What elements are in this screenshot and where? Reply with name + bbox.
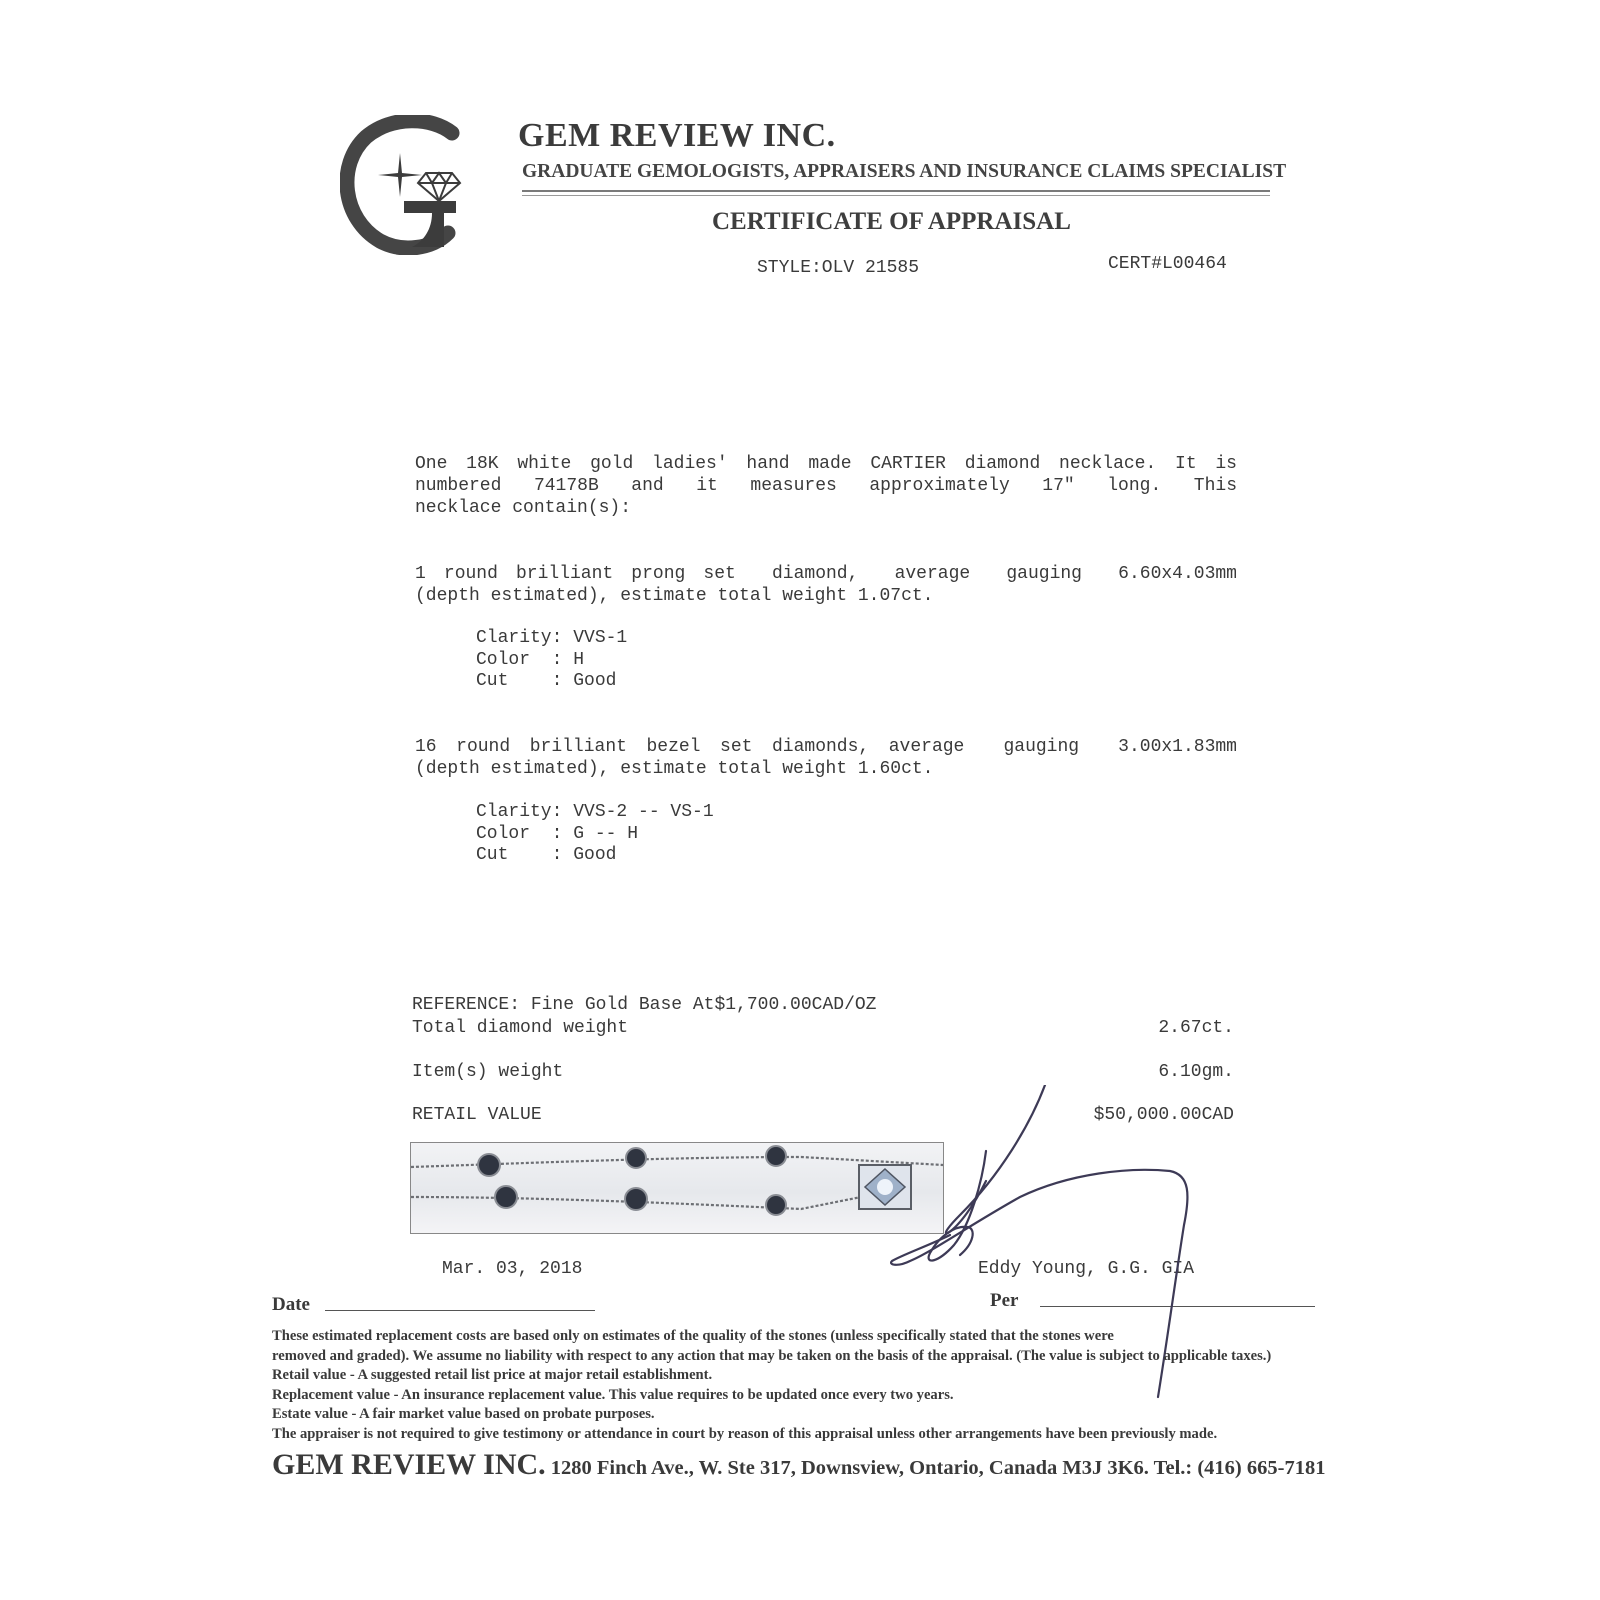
date-label: Date xyxy=(272,1294,310,1315)
disclaimer-line: removed and graded). We assume no liability with respect to any action that may be taken on the basis of the appraisal. (The value is subject to applicable taxes.) xyxy=(272,1347,1272,1364)
stone-line: (depth estimated), estimate total weight 1.07ct. xyxy=(415,586,934,606)
style-number: STYLE:OLV 21585 xyxy=(757,258,920,278)
item-description xyxy=(415,453,1237,519)
company-name: GEM REVIEW INC. xyxy=(518,117,836,154)
document-title: CERTIFICATE OF APPRAISAL xyxy=(712,208,1071,235)
retail-value-label: RETAIL VALUE xyxy=(412,1105,542,1125)
description-line: numbered 74178B and it measures approximately 17" long. This xyxy=(415,476,1237,496)
color-spec: Color : H xyxy=(476,649,585,670)
header-divider xyxy=(522,190,1270,192)
cut-spec: Cut : Good xyxy=(476,845,617,865)
description-line: necklace contain(s): xyxy=(415,498,632,518)
stone-specs xyxy=(476,802,714,867)
appraiser-name: Eddy Young, G.G. GIA xyxy=(978,1259,1195,1279)
necklace-photo xyxy=(410,1142,944,1234)
gold-reference: REFERENCE: Fine Gold Base At$1,700.00CAD/OZ xyxy=(412,995,877,1015)
disclaimer-line: These estimated replacement costs are based only on estimates of the quality of the stones (unless specifically stated that the stones were xyxy=(272,1328,1114,1344)
cut-spec: Cut : Good xyxy=(476,671,617,691)
total-diamond-weight-value: 2.67ct. xyxy=(1158,1018,1234,1038)
stone-line: 16 round brilliant bezel set diamonds, average gauging 3.00x1.83mm xyxy=(415,737,1237,757)
per-label: Per xyxy=(990,1290,1019,1311)
disclaimer-line: Replacement value - An insurance replacement value. This value requires to be updated once every two years. xyxy=(272,1386,954,1403)
stone-description xyxy=(415,736,1237,780)
footer-company-name: GEM REVIEW INC. xyxy=(272,1448,546,1481)
diamond-g-logo-icon xyxy=(340,115,470,255)
stone-description xyxy=(415,563,1237,607)
disclaimer-line: Retail value - A suggested retail list price at major retail establishment. xyxy=(272,1367,713,1384)
company-tagline: GRADUATE GEMOLOGISTS, APPRAISERS AND INSURANCE CLAIMS SPECIALIST xyxy=(522,161,1287,182)
stone-specs xyxy=(476,628,627,693)
description-line: One 18K white gold ladies' hand made CARTIER diamond necklace. It is xyxy=(415,454,1237,474)
clarity-spec: Clarity: VVS-1 xyxy=(476,628,628,648)
item-weight-label: Item(s) weight xyxy=(412,1062,564,1082)
total-diamond-weight-label: Total diamond weight xyxy=(412,1018,629,1038)
footer xyxy=(272,1448,1325,1482)
item-weight-value: 6.10gm. xyxy=(1158,1062,1234,1082)
certificate-number: CERT#L00464 xyxy=(1108,254,1227,274)
footer-address: 1280 Finch Ave., W. Ste 317, Downsview, Ontario, Canada M3J 3K6. Tel.: (416) 665-7181 xyxy=(545,1457,1326,1479)
retail-value: $50,000.00CAD xyxy=(1093,1105,1234,1125)
clarity-spec: Clarity: VVS-2 -- VS-1 xyxy=(476,802,714,822)
stone-line: 1 round brilliant prong set diamond, average gauging 6.60x4.03mm xyxy=(415,564,1237,584)
header-divider-thin xyxy=(522,195,1270,196)
disclaimer-line: The appraiser is not required to give testimony or attendance in court by reason of this appraisal unless other arrangements have been previously made. xyxy=(272,1425,1218,1442)
date-signature-line xyxy=(325,1310,595,1311)
color-spec: Color : G -- H xyxy=(476,823,639,844)
disclaimer xyxy=(272,1327,1271,1445)
disclaimer-line: Estate value - A fair market value based on probate purposes. xyxy=(272,1406,655,1423)
stone-line: (depth estimated), estimate total weight 1.60ct. xyxy=(415,759,934,779)
appraisal-date: Mar. 03, 2018 xyxy=(442,1259,583,1279)
